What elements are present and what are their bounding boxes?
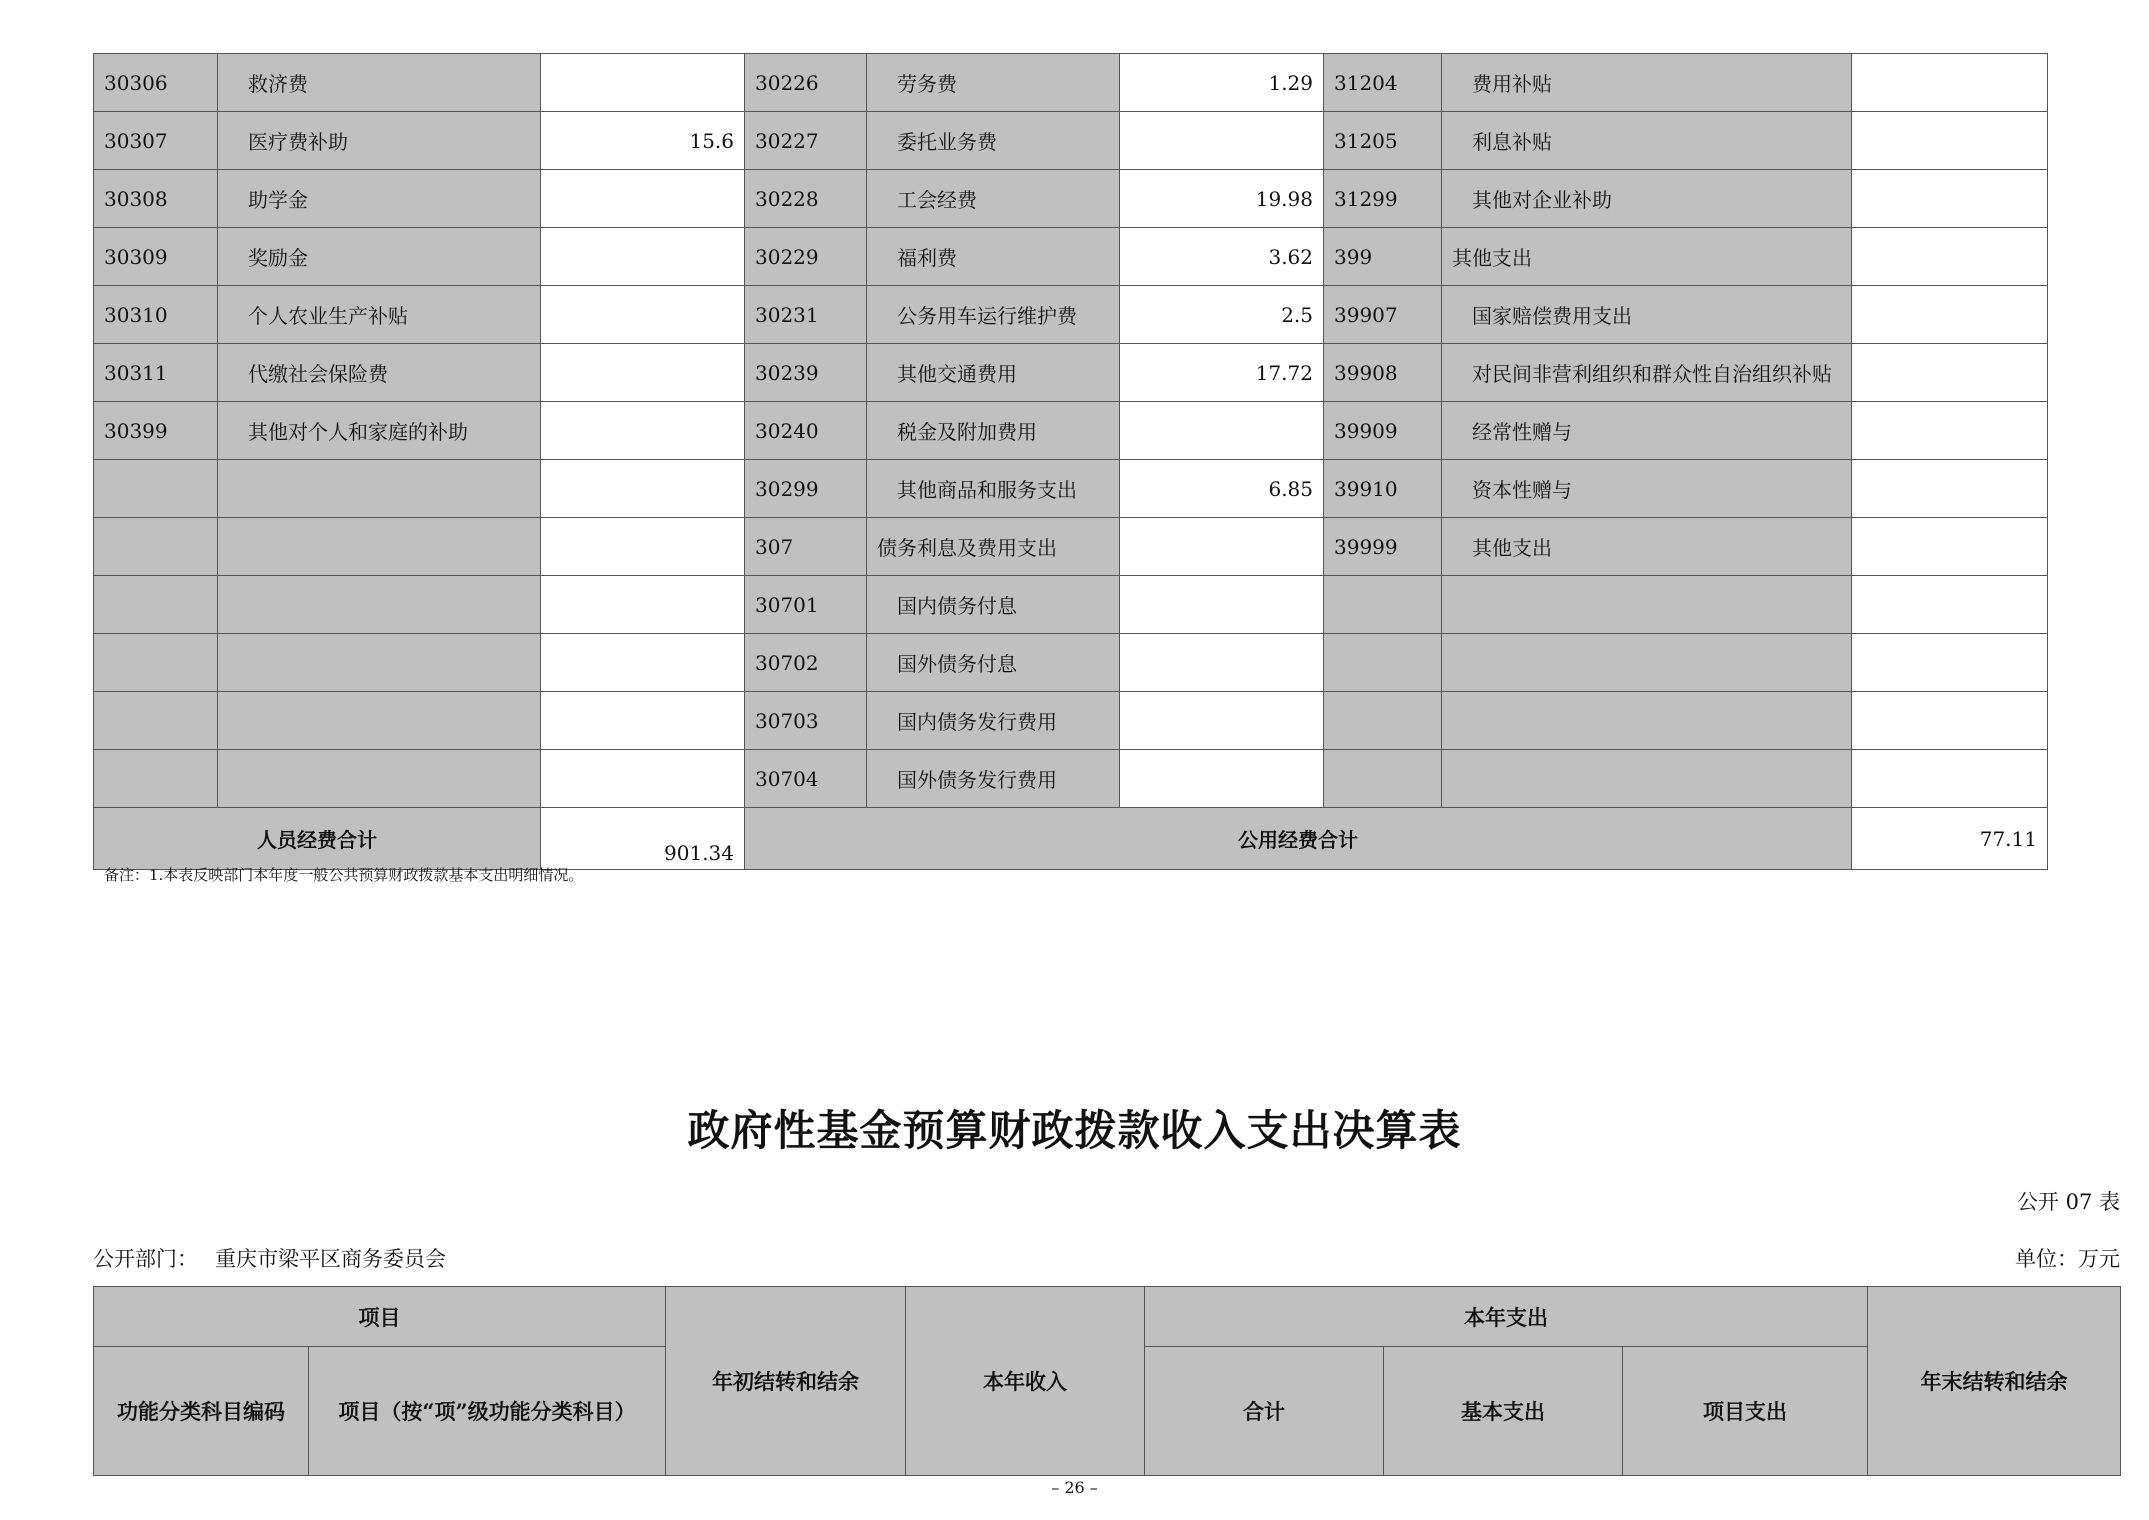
code-cell: 30399: [94, 402, 218, 460]
code-cell: 30231: [745, 286, 867, 344]
name-cell: 税金及附加费用: [867, 402, 1120, 460]
amount-cell: [541, 54, 745, 112]
amount-cell: [1120, 518, 1324, 576]
amount-cell: 17.72: [1120, 344, 1324, 402]
code-cell: [94, 460, 218, 518]
table-row: [94, 692, 2048, 750]
amount-cell: [541, 692, 745, 750]
name-cell: [218, 692, 541, 750]
amount-cell: 2.5: [1120, 286, 1324, 344]
name-cell: 代缴社会保险费: [218, 344, 541, 402]
table-row: [94, 344, 2048, 402]
amount-cell: [1120, 692, 1324, 750]
header-expense: 本年支出: [1145, 1287, 1868, 1347]
name-cell: [218, 576, 541, 634]
code-cell: 30239: [745, 344, 867, 402]
amount-cell: [1852, 460, 2048, 518]
page-number: – 26 –: [1051, 1478, 1098, 1497]
name-cell: [1442, 750, 1852, 808]
name-cell: 其他支出: [1442, 518, 1852, 576]
code-cell: [94, 750, 218, 808]
amount-cell: 3.62: [1120, 228, 1324, 286]
table-row: [94, 460, 2048, 518]
name-cell: 国外债务发行费用: [867, 750, 1120, 808]
header-row-1: [94, 1287, 2121, 1347]
amount-cell: [1852, 228, 2048, 286]
header-total: 合计: [1145, 1347, 1384, 1476]
header-item: 项目: [94, 1287, 666, 1347]
totals-row: [94, 808, 2048, 870]
code-cell: 30704: [745, 750, 867, 808]
code-cell: 30311: [94, 344, 218, 402]
name-cell: [218, 634, 541, 692]
amount-cell: [541, 634, 745, 692]
personnel-total-label: 人员经费合计: [94, 808, 541, 870]
amount-cell: 15.6: [541, 112, 745, 170]
amount-cell: [1852, 634, 2048, 692]
page-title: 政府性基金预算财政拨款收入支出决算表: [687, 1106, 1462, 1155]
code-cell: 39908: [1324, 344, 1442, 402]
header-closing-balance: 年末结转和结余: [1868, 1287, 2121, 1476]
code-cell: 30702: [745, 634, 867, 692]
amount-cell: [1852, 112, 2048, 170]
name-cell: 利息补贴: [1442, 112, 1852, 170]
amount-cell: [541, 344, 745, 402]
code-cell: 39999: [1324, 518, 1442, 576]
name-cell: 个人农业生产补贴: [218, 286, 541, 344]
name-cell: 其他对个人和家庭的补助: [218, 402, 541, 460]
name-cell: 费用补贴: [1442, 54, 1852, 112]
code-cell: [94, 576, 218, 634]
amount-cell: [541, 576, 745, 634]
name-cell: 公务用车运行维护费: [867, 286, 1120, 344]
code-cell: 30306: [94, 54, 218, 112]
code-cell: 30308: [94, 170, 218, 228]
public-total-value: 77.11: [1852, 808, 2048, 870]
header-project: 项目支出: [1623, 1347, 1868, 1476]
table-row: [94, 634, 2048, 692]
code-cell: 30703: [745, 692, 867, 750]
department-name: 重庆市梁平区商务委员会: [215, 1247, 446, 1271]
name-cell: 国家赔偿费用支出: [1442, 286, 1852, 344]
name-cell: 其他商品和服务支出: [867, 460, 1120, 518]
name-cell: 其他对企业补助: [1442, 170, 1852, 228]
amount-cell: [1852, 54, 2048, 112]
name-cell: 国内债务发行费用: [867, 692, 1120, 750]
amount-cell: 19.98: [1120, 170, 1324, 228]
name-cell: 委托业务费: [867, 112, 1120, 170]
header-item-name: 项目（按“项”级功能分类科目）: [309, 1347, 666, 1476]
amount-cell: [1120, 402, 1324, 460]
name-cell: 助学金: [218, 170, 541, 228]
table-row: [94, 576, 2048, 634]
name-cell: 国外债务付息: [867, 634, 1120, 692]
amount-cell: [1852, 518, 2048, 576]
code-cell: 39907: [1324, 286, 1442, 344]
table-row: [94, 54, 2048, 112]
code-cell: 30229: [745, 228, 867, 286]
personnel-total-value: 901.34: [541, 808, 745, 870]
name-cell: [218, 518, 541, 576]
table-row: [94, 750, 2048, 808]
amount-cell: [1852, 750, 2048, 808]
amount-cell: [1120, 634, 1324, 692]
amount-cell: [541, 460, 745, 518]
amount-cell: [1852, 692, 2048, 750]
amount-cell: [541, 286, 745, 344]
name-cell: 资本性赠与: [1442, 460, 1852, 518]
amount-cell: [541, 750, 745, 808]
amount-cell: 1.29: [1120, 54, 1324, 112]
code-cell: [1324, 576, 1442, 634]
amount-cell: [1852, 402, 2048, 460]
code-cell: 30227: [745, 112, 867, 170]
code-cell: [94, 692, 218, 750]
amount-cell: 6.85: [1120, 460, 1324, 518]
code-cell: 30226: [745, 54, 867, 112]
code-cell: 30307: [94, 112, 218, 170]
code-cell: [94, 518, 218, 576]
amount-cell: [541, 228, 745, 286]
table-note: 备注：1.本表反映部门本年度一般公共预算财政拨款基本支出明细情况。: [104, 866, 584, 884]
name-cell: 医疗费补助: [218, 112, 541, 170]
table-row: [94, 402, 2048, 460]
code-cell: 30310: [94, 286, 218, 344]
name-cell: 工会经费: [867, 170, 1120, 228]
code-cell: [1324, 634, 1442, 692]
amount-cell: [1120, 112, 1324, 170]
table-row: [94, 286, 2048, 344]
amount-cell: [1852, 344, 2048, 402]
name-cell: [218, 750, 541, 808]
code-cell: 39910: [1324, 460, 1442, 518]
name-cell: 其他支出: [1442, 228, 1852, 286]
code-cell: 30240: [745, 402, 867, 460]
header-opening-balance: 年初结转和结余: [666, 1287, 906, 1476]
amount-cell: [541, 170, 745, 228]
amount-cell: [1120, 750, 1324, 808]
code-cell: 39909: [1324, 402, 1442, 460]
code-cell: 307: [745, 518, 867, 576]
code-cell: 31204: [1324, 54, 1442, 112]
name-cell: [1442, 576, 1852, 634]
name-cell: 经常性赠与: [1442, 402, 1852, 460]
code-cell: 31205: [1324, 112, 1442, 170]
amount-cell: [1852, 170, 2048, 228]
table-body: [94, 54, 2048, 808]
fund-budget-table: [93, 1286, 2121, 1476]
code-cell: 30228: [745, 170, 867, 228]
department-label: 公开部门：: [93, 1247, 198, 1271]
header-income: 本年收入: [906, 1287, 1145, 1476]
name-cell: [1442, 634, 1852, 692]
header-code: 功能分类科目编码: [94, 1347, 309, 1476]
name-cell: 奖励金: [218, 228, 541, 286]
name-cell: 福利费: [867, 228, 1120, 286]
name-cell: 劳务费: [867, 54, 1120, 112]
name-cell: [218, 460, 541, 518]
code-cell: 30309: [94, 228, 218, 286]
code-cell: 399: [1324, 228, 1442, 286]
code-cell: 30299: [745, 460, 867, 518]
amount-cell: [1852, 286, 2048, 344]
basic-expense-detail-table: [93, 53, 2048, 870]
amount-cell: [1120, 576, 1324, 634]
table-row: [94, 170, 2048, 228]
amount-cell: [541, 518, 745, 576]
code-cell: [1324, 692, 1442, 750]
code-cell: [94, 634, 218, 692]
code-cell: [1324, 750, 1442, 808]
name-cell: 其他交通费用: [867, 344, 1120, 402]
amount-cell: [541, 402, 745, 460]
public-total-label: 公用经费合计: [745, 808, 1852, 870]
name-cell: 债务利息及费用支出: [867, 518, 1120, 576]
table-row: [94, 112, 2048, 170]
name-cell: 国内债务付息: [867, 576, 1120, 634]
name-cell: [1442, 692, 1852, 750]
amount-cell: [1852, 576, 2048, 634]
table-number: 公开 07 表: [2016, 1190, 2120, 1214]
code-cell: 31299: [1324, 170, 1442, 228]
header-basic: 基本支出: [1384, 1347, 1623, 1476]
code-cell: 30701: [745, 576, 867, 634]
unit-label: 单位：万元: [2015, 1247, 2120, 1271]
name-cell: 对民间非营利组织和群众性自治组织补贴: [1442, 344, 1852, 402]
table-row: [94, 228, 2048, 286]
name-cell: 救济费: [218, 54, 541, 112]
table-row: [94, 518, 2048, 576]
